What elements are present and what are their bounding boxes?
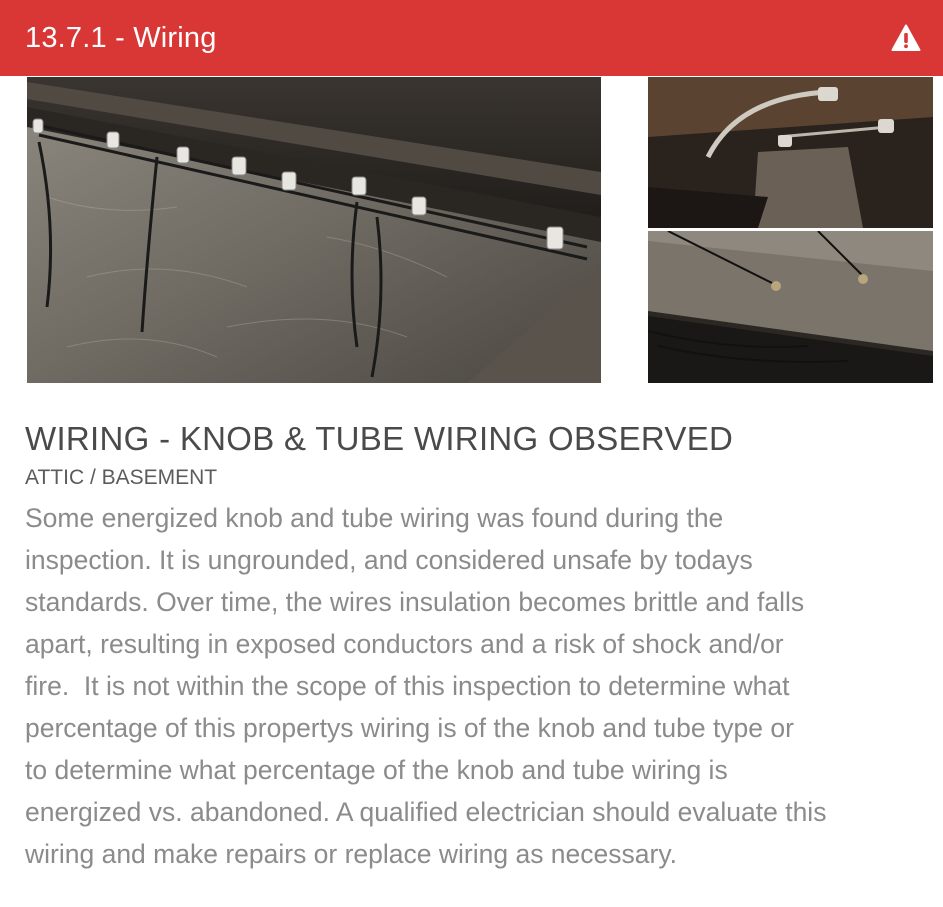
warning-triangle-icon bbox=[891, 24, 921, 52]
item-heading: WIRING - KNOB & TUBE WIRING OBSERVED bbox=[25, 420, 734, 457]
joist-wiring-photo-bottom[interactable] bbox=[648, 231, 933, 383]
description-line: percentage of this propertys wiring is of the knob and tube type or bbox=[25, 713, 794, 743]
description-line: Some energized knob and tube wiring was found during the bbox=[25, 503, 724, 533]
joist-wiring-photo-top[interactable] bbox=[648, 77, 933, 228]
attic-knob-and-tube-photo[interactable] bbox=[27, 77, 601, 383]
item-location: ATTIC / BASEMENT bbox=[25, 466, 218, 489]
description-line: energized vs. abandoned. A qualified electrician should evaluate this bbox=[25, 797, 827, 827]
description-line: to determine what percentage of the knob and tube wiring is bbox=[25, 755, 728, 785]
item-description bbox=[25, 497, 930, 875]
description-line: apart, resulting in exposed conductors and a risk of shock and/or bbox=[25, 629, 784, 659]
section-title: 13.7.1 - Wiring bbox=[25, 21, 217, 54]
description-line: standards. Over time, the wires insulation becomes brittle and falls bbox=[25, 587, 805, 617]
description-line: fire. It is not within the scope of this inspection to determine what bbox=[25, 671, 790, 701]
section-header bbox=[0, 0, 943, 76]
description-line: wiring and make repairs or replace wiring as necessary. bbox=[25, 839, 677, 869]
description-line: inspection. It is ungrounded, and considered unsafe by todays bbox=[25, 545, 753, 575]
